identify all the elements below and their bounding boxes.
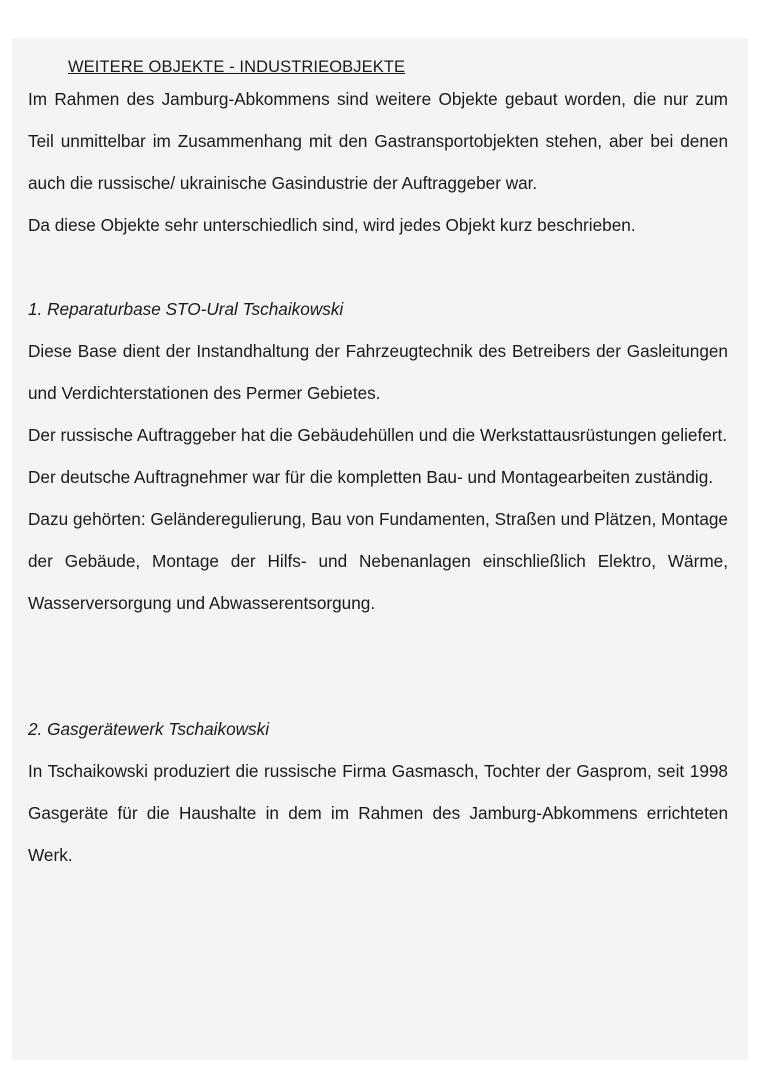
section-2-paragraph-1: In Tschaikowski produziert die russische Firma Gasmasch, Tochter der Gasprom, seit 1998 Gasgeräte für die Haushalte in dem im Rahmen des Jamburg-Abkommens errichteten Werk. [28, 761, 728, 865]
page-title: WEITERE OBJEKTE - INDUSTRIEOBJEKTE [68, 58, 406, 76]
section-1-paragraph-1: Diese Base dient der Instandhaltung der Fahrzeugtechnik des Betreibers der Gasleitungen und Verdichterstationen des Permer Gebietes. [28, 341, 728, 403]
section-2-title: 2. Gasgerätewerk Tschaikowski [28, 719, 270, 739]
section-1-title: 1. Reparaturbase STO-Ural Tschaikowski [28, 299, 344, 319]
intro-paragraph-2: Da diese Objekte sehr unterschiedlich sind, wird jedes Objekt kurz beschrieben. [28, 215, 636, 235]
section-1-paragraph-2: Der russische Auftraggeber hat die Gebäudehüllen und die Werkstattausrüstungen geliefert. [28, 425, 728, 445]
section-1-paragraph-3: Der deutsche Auftragnehmer war für die kompletten Bau- und Montagearbeiten zuständig. [28, 467, 714, 487]
section-1-paragraph-4: Dazu gehörten: Geländeregulierung, Bau von Fundamenten, Straßen und Plätzen, Montage der Gebäude, Montage der Hilfs- und Nebenanlagen einschließlich Elektro, Wärme, Wasserversorgung und Abwasserentsorgung. [28, 509, 728, 613]
document-body [28, 52, 728, 876]
intro-paragraph-1: Im Rahmen des Jamburg-Abkommens sind weitere Objekte gebaut worden, die nur zum Teil unmittelbar im Zusammenhang mit den Gastransportobjekten stehen, aber bei denen auch die russische/ ukrainische Gasindustrie der Auftraggeber war. [28, 89, 728, 193]
